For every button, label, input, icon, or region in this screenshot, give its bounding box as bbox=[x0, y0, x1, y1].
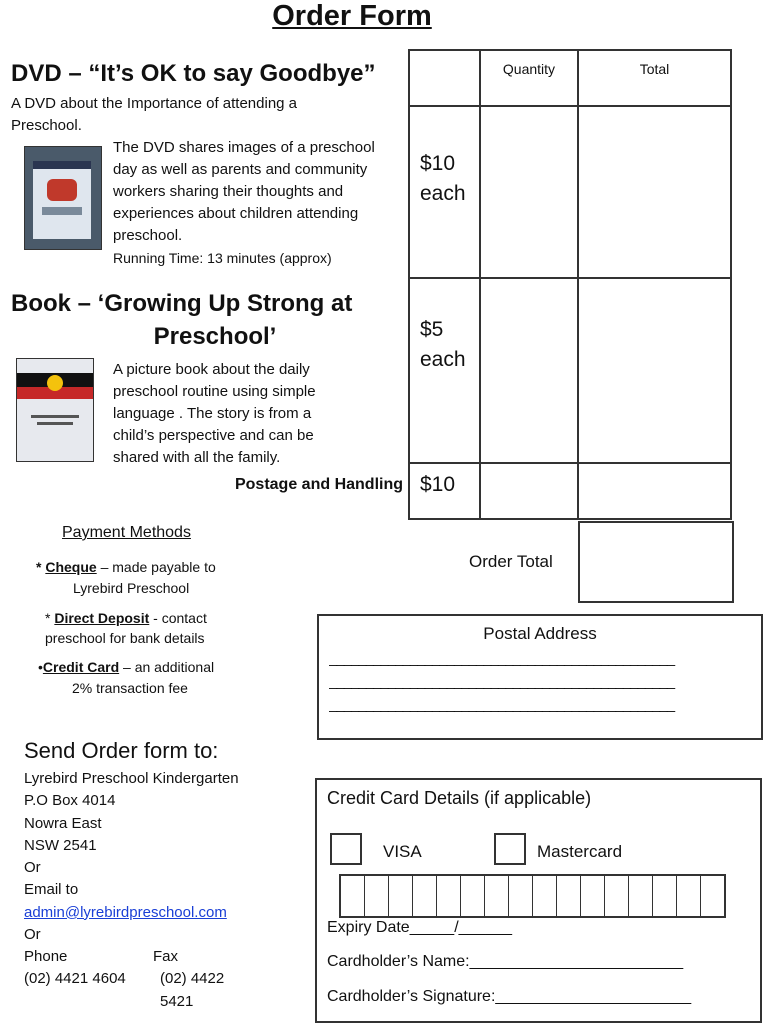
book-total-cell[interactable] bbox=[578, 278, 731, 463]
send-address-line: P.O Box 4014 bbox=[24, 792, 116, 810]
send-address-line: NSW 2541 bbox=[24, 836, 97, 854]
send-or: Or bbox=[24, 926, 41, 944]
payment-direct-deposit-line2: preschool for bank details bbox=[45, 630, 205, 646]
order-total-label: Order Total bbox=[469, 552, 553, 571]
dvd-quantity-cell[interactable] bbox=[480, 106, 578, 278]
postal-address-heading: Postal Address bbox=[483, 624, 597, 643]
quantity-header: Quantity bbox=[480, 50, 578, 106]
send-order-heading: Send Order form to: bbox=[24, 738, 219, 763]
postage-total-cell[interactable] bbox=[578, 463, 731, 519]
book-heading-line2: Preschool’ bbox=[153, 323, 277, 350]
postal-address-line[interactable]: _______________________________________________ bbox=[329, 650, 675, 667]
postal-address-box[interactable] bbox=[317, 614, 763, 740]
book-price-cell: $5 each bbox=[409, 278, 480, 463]
book-heading-line1: Book – ‘Growing Up Strong at bbox=[11, 290, 353, 317]
book-cover-image bbox=[16, 358, 94, 462]
mastercard-label: Mastercard bbox=[537, 842, 623, 861]
phone-label: Phone bbox=[24, 948, 68, 966]
send-address-line: Nowra East bbox=[24, 814, 102, 832]
total-header: Total bbox=[578, 50, 731, 106]
expiry-date-field[interactable]: Expiry Date_____/______ bbox=[327, 919, 513, 936]
book-quantity-cell[interactable] bbox=[480, 278, 578, 463]
payment-credit-card-line2: 2% transaction fee bbox=[72, 680, 188, 696]
send-address-block bbox=[24, 768, 239, 1010]
postage-quantity-cell[interactable] bbox=[480, 463, 578, 519]
payment-cheque: * Cheque – made payable to bbox=[36, 559, 216, 575]
payment-methods-heading: Payment Methods bbox=[62, 524, 191, 541]
postal-address-line[interactable]: _______________________________________________ bbox=[329, 696, 675, 713]
dvd-price-cell: $10 each bbox=[409, 106, 480, 278]
payment-credit-card: •Credit Card – an additional bbox=[38, 659, 215, 675]
price-column-header bbox=[409, 50, 480, 106]
credit-card-heading: Credit Card Details (if applicable) bbox=[327, 788, 592, 808]
fax-number: (02) 4422 5421 bbox=[160, 970, 225, 1010]
send-address-line: Lyrebird Preschool Kindergarten bbox=[24, 770, 239, 787]
dvd-subtitle: A DVD about the Importance of attending a Preschool. bbox=[11, 95, 298, 134]
mastercard-checkbox[interactable] bbox=[494, 833, 526, 865]
postal-address-line[interactable]: _______________________________________________ bbox=[329, 673, 675, 690]
book-description: A picture book about the daily preschool routine using simple language . The story is from a child’s perspective and can be shared with all the family. bbox=[113, 361, 316, 466]
dvd-description: The DVD shares images of a preschool day as well as parents and community workers sharing their thoughts and experiences about children attending preschool. bbox=[113, 139, 375, 244]
visa-label: VISA bbox=[383, 842, 422, 861]
credit-card-box bbox=[315, 778, 762, 1023]
payment-cheque-line2: Lyrebird Preschool bbox=[73, 580, 190, 596]
dvd-cover-image bbox=[24, 146, 102, 250]
visa-checkbox[interactable] bbox=[330, 833, 362, 865]
order-table bbox=[408, 49, 732, 520]
payment-direct-deposit: * Direct Deposit - contact bbox=[45, 610, 207, 626]
dvd-total-cell[interactable] bbox=[578, 106, 731, 278]
phone-number: (02) 4421 4604 bbox=[24, 970, 126, 988]
send-address-line: Email to bbox=[24, 881, 79, 899]
cardholder-name-field[interactable]: Cardholder’s Name:________________________ bbox=[327, 953, 684, 970]
order-total-box[interactable] bbox=[578, 521, 734, 603]
fax-label: Fax bbox=[153, 948, 179, 966]
cardholder-signature-field[interactable]: Cardholder’s Signature:______________________ bbox=[327, 988, 692, 1005]
dvd-heading: DVD – “It’s OK to say Goodbye” bbox=[11, 60, 376, 87]
page-title: Order Form bbox=[272, 0, 432, 32]
send-address-line: Or bbox=[24, 859, 41, 877]
postage-label: Postage and Handling bbox=[234, 476, 403, 493]
card-number-field[interactable] bbox=[339, 874, 726, 918]
email-link[interactable]: admin@lyrebirdpreschool.com bbox=[24, 903, 227, 921]
postage-price-cell: $10 bbox=[409, 463, 480, 519]
dvd-running-time: Running Time: 13 minutes (approx) bbox=[113, 250, 332, 266]
